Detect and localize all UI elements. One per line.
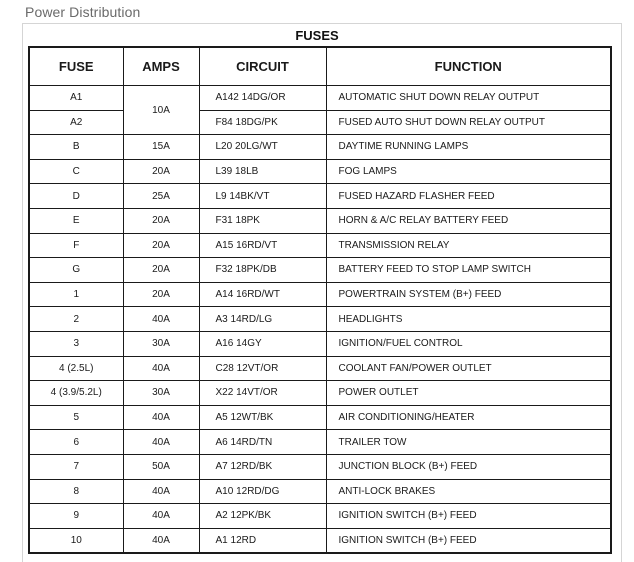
header-row bbox=[29, 47, 611, 86]
circuit-cell: A16 14GY bbox=[199, 331, 326, 356]
function-cell: HEADLIGHTS bbox=[326, 307, 611, 332]
circuit-cell: C28 12VT/OR bbox=[199, 356, 326, 381]
table-row bbox=[29, 159, 611, 184]
function-cell: DAYTIME RUNNING LAMPS bbox=[326, 135, 611, 160]
function-cell: AUTOMATIC SHUT DOWN RELAY OUTPUT bbox=[326, 86, 611, 111]
amps-cell: 40A bbox=[123, 479, 199, 504]
amps-cell: 20A bbox=[123, 208, 199, 233]
header-circuit: CIRCUIT bbox=[199, 47, 326, 86]
function-cell: COOLANT FAN/POWER OUTLET bbox=[326, 356, 611, 381]
table-row bbox=[29, 430, 611, 455]
function-cell: IGNITION SWITCH (B+) FEED bbox=[326, 528, 611, 553]
fuse-cell: F bbox=[29, 233, 123, 258]
amps-cell: 20A bbox=[123, 258, 199, 283]
fuse-cell: 4 (3.9/5.2L) bbox=[29, 381, 123, 406]
table-row bbox=[29, 528, 611, 553]
amps-cell: 25A bbox=[123, 184, 199, 209]
header-function: FUNCTION bbox=[326, 47, 611, 86]
fuse-cell: 1 bbox=[29, 282, 123, 307]
fuse-cell: 9 bbox=[29, 504, 123, 529]
fuse-cell: G bbox=[29, 258, 123, 283]
fuse-cell: 7 bbox=[29, 454, 123, 479]
circuit-cell: A6 14RD/TN bbox=[199, 430, 326, 455]
function-cell: AIR CONDITIONING/HEATER bbox=[326, 405, 611, 430]
amps-cell: 40A bbox=[123, 356, 199, 381]
table-row bbox=[29, 282, 611, 307]
amps-cell: 20A bbox=[123, 282, 199, 307]
table-row bbox=[29, 86, 611, 111]
function-cell: FUSED AUTO SHUT DOWN RELAY OUTPUT bbox=[326, 110, 611, 135]
table-row bbox=[29, 405, 611, 430]
function-cell: TRAILER TOW bbox=[326, 430, 611, 455]
fuse-cell: 4 (2.5L) bbox=[29, 356, 123, 381]
circuit-cell: A7 12RD/BK bbox=[199, 454, 326, 479]
table-title: FUSES bbox=[295, 28, 339, 43]
fuse-cell: D bbox=[29, 184, 123, 209]
fuse-table bbox=[28, 46, 612, 554]
fuse-cell: A2 bbox=[29, 110, 123, 135]
circuit-cell: A142 14DG/OR bbox=[199, 86, 326, 111]
circuit-cell: L39 18LB bbox=[199, 159, 326, 184]
circuit-cell: A5 12WT/BK bbox=[199, 405, 326, 430]
function-cell: IGNITION SWITCH (B+) FEED bbox=[326, 504, 611, 529]
fuse-table-body bbox=[29, 86, 611, 554]
circuit-cell: F31 18PK bbox=[199, 208, 326, 233]
table-row bbox=[29, 504, 611, 529]
amps-cell: 40A bbox=[123, 504, 199, 529]
amps-cell: 40A bbox=[123, 405, 199, 430]
circuit-cell: L9 14BK/VT bbox=[199, 184, 326, 209]
circuit-cell: A10 12RD/DG bbox=[199, 479, 326, 504]
circuit-cell: A14 16RD/WT bbox=[199, 282, 326, 307]
function-cell: FUSED HAZARD FLASHER FEED bbox=[326, 184, 611, 209]
circuit-cell: F84 18DG/PK bbox=[199, 110, 326, 135]
fuse-cell: E bbox=[29, 208, 123, 233]
amps-cell: 15A bbox=[123, 135, 199, 160]
function-cell: ANTI-LOCK BRAKES bbox=[326, 479, 611, 504]
amps-cell: 30A bbox=[123, 331, 199, 356]
function-cell: TRANSMISSION RELAY bbox=[326, 233, 611, 258]
function-cell: HORN & A/C RELAY BATTERY FEED bbox=[326, 208, 611, 233]
amps-cell: 10A bbox=[123, 86, 199, 135]
table-row bbox=[29, 479, 611, 504]
table-row bbox=[29, 454, 611, 479]
fuse-cell: 10 bbox=[29, 528, 123, 553]
fuse-cell: 2 bbox=[29, 307, 123, 332]
table-row bbox=[29, 208, 611, 233]
amps-cell: 40A bbox=[123, 307, 199, 332]
function-cell: BATTERY FEED TO STOP LAMP SWITCH bbox=[326, 258, 611, 283]
table-row bbox=[29, 331, 611, 356]
header-amps: AMPS bbox=[123, 47, 199, 86]
amps-cell: 20A bbox=[123, 233, 199, 258]
circuit-cell: A15 16RD/VT bbox=[199, 233, 326, 258]
table-row bbox=[29, 184, 611, 209]
amps-cell: 50A bbox=[123, 454, 199, 479]
table-row bbox=[29, 381, 611, 406]
circuit-cell: A1 12RD bbox=[199, 528, 326, 553]
table-row bbox=[29, 135, 611, 160]
circuit-cell: L20 20LG/WT bbox=[199, 135, 326, 160]
page-heading: Power Distribution bbox=[25, 4, 141, 20]
fuse-cell: 8 bbox=[29, 479, 123, 504]
table-row bbox=[29, 110, 611, 135]
fuse-cell: 5 bbox=[29, 405, 123, 430]
function-cell: JUNCTION BLOCK (B+) FEED bbox=[326, 454, 611, 479]
header-fuse: FUSE bbox=[29, 47, 123, 86]
amps-cell: 40A bbox=[123, 430, 199, 455]
amps-cell: 40A bbox=[123, 528, 199, 553]
fuse-cell: A1 bbox=[29, 86, 123, 111]
fuse-cell: 6 bbox=[29, 430, 123, 455]
fuse-cell: C bbox=[29, 159, 123, 184]
function-cell: FOG LAMPS bbox=[326, 159, 611, 184]
table-row bbox=[29, 356, 611, 381]
fuse-cell: 3 bbox=[29, 331, 123, 356]
circuit-cell: A3 14RD/LG bbox=[199, 307, 326, 332]
function-cell: IGNITION/FUEL CONTROL bbox=[326, 331, 611, 356]
table-row bbox=[29, 307, 611, 332]
function-cell: POWERTRAIN SYSTEM (B+) FEED bbox=[326, 282, 611, 307]
amps-cell: 20A bbox=[123, 159, 199, 184]
circuit-cell: A2 12PK/BK bbox=[199, 504, 326, 529]
circuit-cell: X22 14VT/OR bbox=[199, 381, 326, 406]
fuse-cell: B bbox=[29, 135, 123, 160]
function-cell: POWER OUTLET bbox=[326, 381, 611, 406]
amps-cell: 30A bbox=[123, 381, 199, 406]
table-row bbox=[29, 233, 611, 258]
table-row bbox=[29, 258, 611, 283]
circuit-cell: F32 18PK/DB bbox=[199, 258, 326, 283]
